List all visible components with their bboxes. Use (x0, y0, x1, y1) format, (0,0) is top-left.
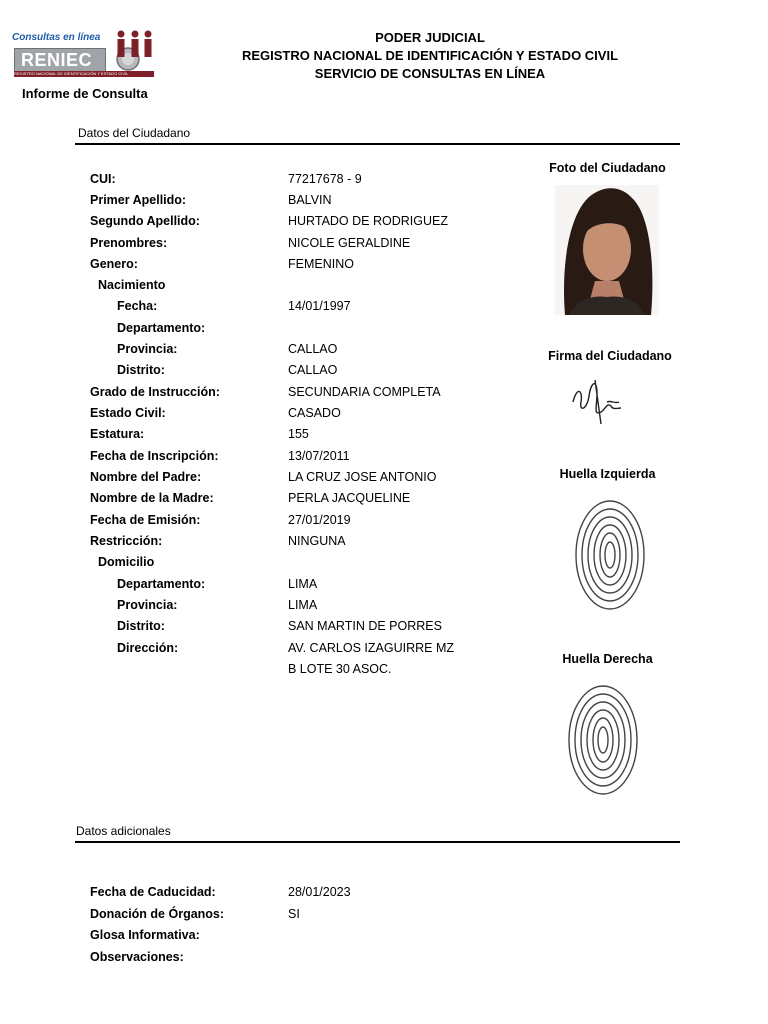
logo-strip: REGISTRO NACIONAL DE IDENTIFICACIÓN Y ESTADO CIVIL (14, 71, 154, 77)
field-value: CALLAO (288, 363, 338, 377)
field-label: Departamento: (117, 577, 206, 591)
field-label: Provincia: (117, 598, 178, 612)
field-label: Genero: (90, 257, 138, 271)
field-label: Fecha de Emisión: (90, 513, 201, 527)
field-label: CUI: (90, 172, 116, 186)
header-line-2: REGISTRO NACIONAL DE IDENTIFICACIÓN Y ESTADO CIVIL (241, 48, 619, 63)
field-value: SI (288, 907, 300, 921)
field-label: Primer Apellido: (90, 193, 187, 207)
signature-title: Firma del Ciudadano (548, 349, 672, 363)
logo-brand-box (14, 48, 106, 72)
section-divider (75, 841, 680, 843)
field-value: 14/01/1997 (288, 299, 351, 313)
field-label: Domicilio (98, 555, 155, 569)
field-value: BALVIN (288, 193, 332, 207)
reniec-logo (12, 32, 172, 104)
logo-caption: Informe de Consulta (22, 86, 148, 101)
field-value: 77217678 - 9 (288, 172, 362, 186)
person-icon (130, 30, 140, 58)
field-label: Distrito: (117, 619, 165, 633)
section-divider (75, 143, 680, 145)
field-value: SAN MARTIN DE PORRES (288, 619, 442, 633)
logo-subtitle: Consultas en línea (12, 32, 101, 43)
field-label: Provincia: (117, 342, 178, 356)
field-label: Nombre del Padre: (90, 470, 202, 484)
person-icon (143, 30, 153, 58)
field-value: B LOTE 30 ASOC. (288, 662, 392, 676)
field-value: CASADO (288, 406, 341, 420)
field-label: Fecha: (117, 299, 158, 313)
field-label: Nombre de la Madre: (90, 491, 214, 505)
field-label: Distrito: (117, 363, 165, 377)
field-label: Fecha de Inscripción: (90, 449, 219, 463)
field-value: LIMA (288, 598, 318, 612)
field-label: Fecha de Caducidad: (90, 885, 216, 899)
field-label: Estado Civil: (90, 406, 166, 420)
field-label: Dirección: (117, 641, 179, 655)
field-value: FEMENINO (288, 257, 354, 271)
field-value: NINGUNA (288, 534, 346, 548)
field-label: Estatura: (90, 427, 145, 441)
field-label: Restricción: (90, 534, 163, 548)
field-label: Glosa Informativa: (90, 928, 200, 942)
field-value: AV. CARLOS IZAGUIRRE MZ (288, 641, 455, 655)
field-label: Segundo Apellido: (90, 214, 200, 228)
header-line-1: PODER JUDICIAL (375, 30, 485, 45)
signature-image (567, 372, 631, 428)
field-label: Observaciones: (90, 950, 184, 964)
field-value: HURTADO DE RODRIGUEZ (288, 214, 448, 228)
person-icon (116, 30, 126, 58)
fingerprint-left-icon (570, 493, 650, 613)
left-print-title: Huella Izquierda (559, 467, 656, 481)
field-value: 13/07/2011 (288, 449, 350, 463)
section-title-citizen: Datos del Ciudadano (78, 126, 191, 140)
field-value: PERLA JACQUELINE (288, 491, 411, 505)
logo-brand: RENIEC (21, 50, 93, 70)
field-label: Nacimiento (98, 278, 166, 292)
field-label: Prenombres: (90, 236, 168, 250)
field-label: Grado de Instrucción: (90, 385, 220, 399)
fingerprint-right-icon (563, 678, 643, 798)
field-label: Donación de Órganos: (90, 907, 225, 921)
field-value: SECUNDARIA COMPLETA (288, 385, 441, 399)
field-value: 28/01/2023 (288, 885, 351, 899)
section-title-additional: Datos adicionales (76, 824, 171, 838)
right-print-title: Huella Derecha (562, 652, 653, 666)
field-value: LIMA (288, 577, 318, 591)
field-value: CALLAO (288, 342, 338, 356)
citizen-photo (555, 185, 659, 315)
field-label: Departamento: (117, 321, 206, 335)
photo-title: Foto del Ciudadano (549, 161, 666, 175)
field-value: NICOLE GERALDINE (288, 236, 411, 250)
field-value: 155 (288, 427, 309, 441)
field-value: 27/01/2019 (288, 513, 351, 527)
header-line-3: SERVICIO DE CONSULTAS EN LÍNEA (314, 66, 546, 81)
field-value: LA CRUZ JOSE ANTONIO (288, 470, 437, 484)
